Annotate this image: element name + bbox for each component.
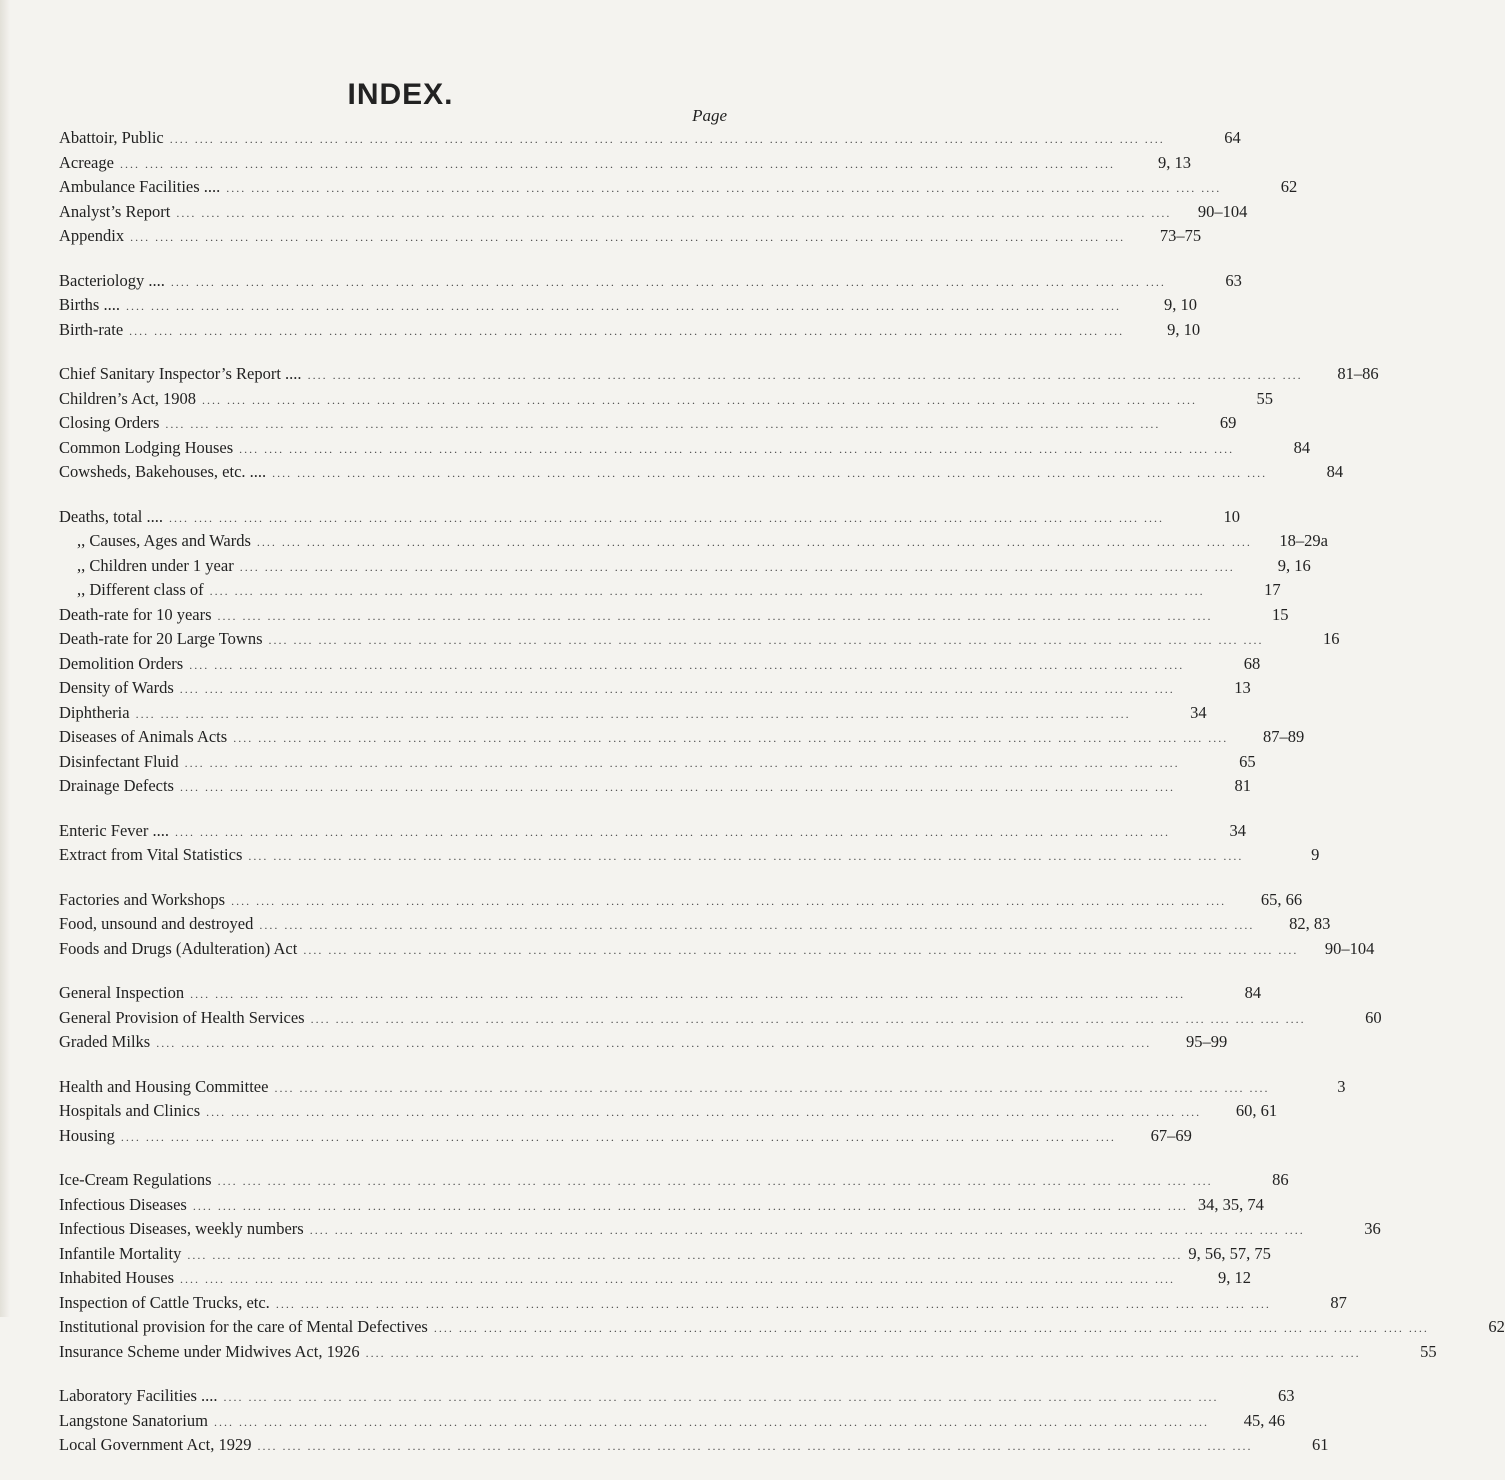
index-entry (59, 1243, 1271, 1269)
entry-page: 81–86 (1337, 364, 1379, 383)
index-entry (59, 629, 1340, 654)
entry-page: 65 (1239, 751, 1256, 771)
index-entry (59, 413, 1237, 438)
entry-label: Ambulance Facilities .... (59, 177, 221, 196)
entry-label: Food, unsound and destroyed (59, 914, 254, 933)
index-group (59, 506, 1340, 801)
page-edge-shadow (0, 0, 10, 1317)
index-entry (59, 1219, 1381, 1244)
entry-label: Diseases of Animals Acts (59, 727, 228, 746)
entry-label: Infectious Diseases, weekly numbers (59, 1219, 304, 1238)
entry-page: 9, 12 (1218, 1268, 1252, 1287)
entry-label: Graded Milks (59, 1032, 151, 1051)
index-entry (59, 1076, 1346, 1102)
leader-dots: .... .... .... .... .... .... .... .... .... .... .... .... .... .... .... .... .... .... .... .... .... .... .... .... .... .... .... .... .... .... .... .... .... .... .... .... .... .... .... .... (209, 584, 1205, 598)
entry-label: Death-rate for 20 Large Towns (59, 629, 263, 648)
leader-dots: .... .... .... .... .... .... .... .... .... .... .... .... .... .... .... .... .... .... .... .... .... .... .... .... .... .... .... .... .... .... .... .... .... .... .... .... .... .... .... .... (202, 392, 1198, 407)
entry-label: Abattoir, Public (59, 128, 164, 147)
entry-page: 18–29a (1279, 531, 1328, 550)
leader-dots: .... .... .... .... .... .... .... .... .... .... .... .... .... .... .... .... .... .... .... .... .... .... .... .... .... .... .... .... .... .... .... .... .... .... .... .... .... .... .... .... (217, 608, 1213, 623)
entry-page: 34 (1229, 820, 1246, 840)
entry-page: 34, 35, 74 (1197, 1194, 1264, 1214)
entry-label: General Provision of Health Services (59, 1007, 305, 1027)
entry-page: 9, 16 (1277, 555, 1311, 575)
leader-dots: .... .... .... .... .... .... .... .... .... .... .... .... .... .... .... .... .... .... .... .... .... .... .... .... .... .... .... .... .... .... .... .... .... .... .... .... .... .... .... .... (206, 1105, 1202, 1119)
entry-label: ,, Children under 1 year (77, 555, 234, 575)
entry-page: 64 (1224, 128, 1241, 147)
entry-label: Health and Housing Committee (59, 1076, 269, 1096)
entry-label: Hospitals and Clinics (59, 1101, 201, 1120)
entry-page: 10 (1223, 506, 1241, 526)
leader-dots: .... .... .... .... .... .... .... .... .... .... .... .... .... .... .... .... .... .... .... .... .... .... .... .... .... .... .... .... .... .... .... .... .... .... .... .... .... .... .... .... (174, 824, 1170, 839)
entry-label: Children’s Act, 1908 (59, 388, 197, 408)
leader-dots: .... .... .... .... .... .... .... .... .... .... .... .... .... .... .... .... .... .... .... .... .... .... .... .... .... .... .... .... .... .... .... .... .... .... .... .... .... .... .... .... (190, 987, 1186, 1001)
leader-dots: .... .... .... .... .... .... .... .... .... .... .... .... .... .... .... .... .... .... .... .... .... .... .... .... .... .... .... .... .... .... .... .... .... .... .... .... .... .... .... .... (303, 942, 1299, 957)
entry-page: 81 (1234, 776, 1251, 795)
index-entry (59, 128, 1241, 153)
leader-dots: .... .... .... .... .... .... .... .... .... .... .... .... .... .... .... .... .... .... .... .... .... .... .... .... .... .... .... .... .... .... .... .... .... .... .... .... .... .... .... .... (268, 633, 1264, 647)
entry-page: 87–89 (1262, 727, 1305, 746)
leader-dots: .... .... .... .... .... .... .... .... .... .... .... .... .... .... .... .... .... .... .... .... .... .... .... .... .... .... .... .... .... .... .... .... .... .... .... .... .... .... .... .... (189, 657, 1185, 672)
index-group (59, 1386, 1329, 1460)
entry-label: Appendix (59, 226, 125, 245)
leader-dots: .... .... .... .... .... .... .... .... .... .... .... .... .... .... .... .... .... .... .... .... .... .... .... .... .... .... .... .... .... .... .... .... .... .... .... .... .... .... .... .... (239, 441, 1235, 456)
index-group (59, 1170, 1505, 1366)
index-group (59, 889, 1375, 964)
leader-dots: .... .... .... .... .... .... .... .... .... .... .... .... .... .... .... .... .... .... .... .... .... .... .... .... .... .... .... .... .... .... .... .... .... .... .... .... .... .... .... .... (257, 1439, 1253, 1453)
entry-label: Housing (59, 1125, 115, 1145)
index-group (59, 1076, 1346, 1151)
index-entry (59, 678, 1251, 703)
index-entry (59, 152, 1191, 178)
index-group (59, 820, 1320, 870)
entry-label: Cowsheds, Bakehouses, etc. .... (59, 462, 267, 481)
entry-page: 84 (1293, 437, 1311, 457)
entry-label: Acreage (59, 152, 114, 172)
index-entry (59, 751, 1256, 777)
index-entry (59, 1170, 1289, 1195)
leader-dots: .... .... .... .... .... .... .... .... .... .... .... .... .... .... .... .... .... .... .... .... .... .... .... .... .... .... .... .... .... .... .... .... .... .... .... .... .... .... .... .... (256, 535, 1252, 549)
index-entry (59, 653, 1261, 679)
entry-page: 36 (1364, 1219, 1381, 1238)
leader-dots: .... .... .... .... .... .... .... .... .... .... .... .... .... .... .... .... .... .... .... .... .... .... .... .... .... .... .... .... .... .... .... .... .... .... .... .... .... .... .... .... (119, 156, 1115, 171)
leader-dots: .... .... .... .... .... .... .... .... .... .... .... .... .... .... .... .... .... .... .... .... .... .... .... .... .... .... .... .... .... .... .... .... .... .... .... .... .... .... .... .... (259, 918, 1255, 932)
entry-label: Foods and Drugs (Adulteration) Act (59, 938, 298, 958)
entry-label: Bacteriology .... (59, 270, 165, 290)
entry-page: 69 (1219, 413, 1237, 432)
leader-dots: .... .... .... .... .... .... .... .... .... .... .... .... .... .... .... .... .... .... .... .... .... .... .... .... .... .... .... .... .... .... .... .... .... .... .... .... .... .... .... .... (275, 1296, 1271, 1311)
leader-dots: .... .... .... .... .... .... .... .... .... .... .... .... .... .... .... .... .... .... .... .... .... .... .... .... .... .... .... .... .... .... .... .... .... .... .... .... .... .... .... .... (135, 706, 1131, 721)
leader-dots: .... .... .... .... .... .... .... .... .... .... .... .... .... .... .... .... .... .... .... .... .... .... .... .... .... .... .... .... .... .... .... .... .... .... .... .... .... .... .... .... (274, 1080, 1270, 1095)
index-title: INDEX. (347, 78, 454, 111)
leader-dots: .... .... .... .... .... .... .... .... .... .... .... .... .... .... .... .... .... .... .... .... .... .... .... .... .... .... .... .... .... .... .... .... .... .... .... .... .... .... .... .... (309, 1223, 1305, 1237)
leader-dots: .... .... .... .... .... .... .... .... .... .... .... .... .... .... .... .... .... .... .... .... .... .... .... .... .... .... .... .... .... .... .... .... .... .... .... .... .... .... .... .... (217, 1174, 1213, 1188)
index-entry (59, 1317, 1505, 1342)
entry-page: 9, 10 (1167, 319, 1201, 339)
entry-page: 61 (1311, 1435, 1329, 1454)
entry-label: Density of Wards (59, 678, 174, 697)
index-entry (59, 270, 1242, 296)
index-entry (59, 1101, 1278, 1126)
leader-dots: .... .... .... .... .... .... .... .... .... .... .... .... .... .... .... .... .... .... .... .... .... .... .... .... .... .... .... .... .... .... .... .... .... .... .... .... .... .... .... .... (187, 1247, 1183, 1262)
index-entry (59, 1410, 1285, 1436)
entry-label: Demolition Orders (59, 653, 184, 673)
entry-label: Institutional provision for the care of Mental Defectives (59, 1317, 428, 1336)
entry-label: Enteric Fever .... (59, 820, 169, 840)
leader-dots: .... .... .... .... .... .... .... .... .... .... .... .... .... .... .... .... .... .... .... .... .... .... .... .... .... .... .... .... .... .... .... .... .... .... .... .... .... .... .... .... (125, 299, 1121, 313)
entry-page: 68 (1243, 653, 1261, 673)
entry-label: Extract from Vital Statistics (59, 845, 243, 864)
entry-label: Factories and Workshops (59, 889, 226, 909)
entry-page: 60 (1365, 1007, 1382, 1027)
entry-page: 55 (1256, 388, 1274, 408)
leader-dots: .... .... .... .... .... .... .... .... .... .... .... .... .... .... .... .... .... .... .... .... .... .... .... .... .... .... .... .... .... .... .... .... .... .... .... .... .... .... .... .... (156, 1036, 1152, 1050)
index-entry (59, 1341, 1437, 1367)
index-entry (59, 983, 1262, 1008)
index-entry (59, 506, 1241, 532)
entry-page: 84 (1326, 462, 1344, 481)
entry-page: 95–99 (1185, 1032, 1228, 1051)
leader-dots: .... .... .... .... .... .... .... .... .... .... .... .... .... .... .... .... .... .... .... .... .... .... .... .... .... .... .... .... .... .... .... .... .... .... .... .... .... .... .... .... (129, 323, 1125, 338)
index-entry (59, 727, 1305, 752)
entry-page: 34 (1190, 702, 1207, 722)
leader-dots: .... .... .... .... .... .... .... .... .... .... .... .... .... .... .... .... .... .... .... .... .... .... .... .... .... .... .... .... .... .... .... .... .... .... .... .... .... .... .... .... (310, 1011, 1306, 1026)
index-entry (59, 388, 1274, 414)
entry-page: 16 (1323, 629, 1340, 648)
entry-page: 82, 83 (1289, 914, 1331, 933)
index-entry (59, 531, 1328, 556)
entry-label: Closing Orders (59, 413, 160, 432)
entry-page: 13 (1234, 678, 1251, 697)
index-entry (59, 1007, 1382, 1033)
index-entry (59, 226, 1202, 251)
index-group (59, 128, 1298, 251)
entry-label: Laboratory Facilities .... (59, 1386, 218, 1405)
index-entry (59, 820, 1246, 846)
leader-dots: .... .... .... .... .... .... .... .... .... .... .... .... .... .... .... .... .... .... .... .... .... .... .... .... .... .... .... .... .... .... .... .... .... .... .... .... .... .... .... .... (223, 1390, 1219, 1404)
entry-label: Inhabited Houses (59, 1268, 175, 1287)
leader-dots: .... .... .... .... .... .... .... .... .... .... .... .... .... .... .... .... .... .... .... .... .... .... .... .... .... .... .... .... .... .... .... .... .... .... .... .... .... .... .... .... (169, 132, 1165, 146)
entry-label: ,, Causes, Ages and Wards (77, 531, 251, 550)
index-entry (59, 1032, 1228, 1057)
index-entry (59, 938, 1375, 964)
leader-dots: .... .... .... .... .... .... .... .... .... .... .... .... .... .... .... .... .... .... .... .... .... .... .... .... .... .... .... .... .... .... .... .... .... .... .... .... .... .... .... .... (233, 731, 1229, 745)
entry-label: General Inspection (59, 983, 185, 1002)
index-entry (59, 1125, 1192, 1151)
leader-dots: .... .... .... .... .... .... .... .... .... .... .... .... .... .... .... .... .... .... .... .... .... .... .... .... .... .... .... .... .... .... .... .... .... .... .... .... .... .... .... .... (165, 417, 1161, 431)
entry-page: 9, 10 (1163, 295, 1197, 314)
entry-label: Langstone Sanatorium (59, 1410, 208, 1430)
index-entry (59, 914, 1331, 939)
entry-page: 87 (1330, 1292, 1347, 1312)
entry-label: Local Government Act, 1929 (59, 1435, 252, 1454)
leader-dots: .... .... .... .... .... .... .... .... .... .... .... .... .... .... .... .... .... .... .... .... .... .... .... .... .... .... .... .... .... .... .... .... .... .... .... .... .... .... .... .... (231, 893, 1227, 908)
index-entry (59, 889, 1303, 915)
entry-label: Chief Sanitary Inspector’s Report .... (59, 364, 302, 383)
entry-page: 90–104 (1197, 201, 1248, 221)
leader-dots: .... .... .... .... .... .... .... .... .... .... .... .... .... .... .... .... .... .... .... .... .... .... .... .... .... .... .... .... .... .... .... .... .... .... .... .... .... .... .... .... (120, 1129, 1116, 1144)
index-entry (59, 177, 1298, 202)
index-entry (59, 462, 1344, 487)
index-entry (59, 201, 1248, 227)
entry-page: 3 (1337, 1076, 1346, 1096)
entry-page: 67–69 (1150, 1125, 1192, 1145)
entry-label: Common Lodging Houses (59, 437, 234, 457)
entry-page: 65, 66 (1260, 889, 1303, 909)
entry-label: Death-rate for 10 years (59, 604, 212, 624)
entry-page: 9 (1311, 845, 1320, 864)
index-entry (59, 1292, 1347, 1318)
entry-page: 17 (1264, 580, 1281, 599)
leader-dots: .... .... .... .... .... .... .... .... .... .... .... .... .... .... .... .... .... .... .... .... .... .... .... .... .... .... .... .... .... .... .... .... .... .... .... .... .... .... .... .... (226, 181, 1222, 195)
index-entries (59, 128, 1505, 1480)
entry-page: 73–75 (1159, 226, 1202, 245)
index-entry (59, 437, 1311, 463)
leader-dots: .... .... .... .... .... .... .... .... .... .... .... .... .... .... .... .... .... .... .... .... .... .... .... .... .... .... .... .... .... .... .... .... .... .... .... .... .... .... .... .... (176, 205, 1172, 220)
entry-page: 63 (1225, 270, 1242, 290)
index-group (59, 364, 1379, 487)
entry-label: Drainage Defects (59, 776, 174, 795)
index-entry (59, 845, 1320, 870)
leader-dots: .... .... .... .... .... .... .... .... .... .... .... .... .... .... .... .... .... .... .... .... .... .... .... .... .... .... .... .... .... .... .... .... .... .... .... .... .... .... .... .... (248, 849, 1244, 863)
entry-label: Births .... (59, 295, 120, 314)
index-entry (59, 1386, 1295, 1411)
entry-page: 55 (1420, 1341, 1437, 1361)
entry-page: 63 (1278, 1386, 1295, 1405)
entry-label: Disinfectant Fluid (59, 751, 179, 771)
entry-page: 60, 61 (1235, 1101, 1278, 1120)
index-entry (59, 580, 1281, 605)
leader-dots: .... .... .... .... .... .... .... .... .... .... .... .... .... .... .... .... .... .... .... .... .... .... .... .... .... .... .... .... .... .... .... .... .... .... .... .... .... .... .... .... (170, 274, 1166, 289)
index-entry (59, 1435, 1329, 1460)
index-entry (59, 776, 1251, 801)
index-entry (59, 702, 1207, 728)
leader-dots: .... .... .... .... .... .... .... .... .... .... .... .... .... .... .... .... .... .... .... .... .... .... .... .... .... .... .... .... .... .... .... .... .... .... .... .... .... .... .... .... (307, 368, 1303, 382)
leader-dots: .... .... .... .... .... .... .... .... .... .... .... .... .... .... .... .... .... .... .... .... .... .... .... .... .... .... .... .... .... .... .... .... .... .... .... .... .... .... .... .... (169, 510, 1165, 525)
entry-page: 86 (1272, 1170, 1289, 1189)
page-column-heading: Page (692, 106, 727, 125)
index-entry (59, 555, 1311, 581)
index-entry (59, 319, 1201, 345)
index-group (59, 983, 1382, 1057)
entry-label: Infectious Diseases (59, 1194, 187, 1214)
entry-label: ,, Different class of (77, 580, 204, 599)
entry-label: Diphtheria (59, 702, 130, 722)
leader-dots: .... .... .... .... .... .... .... .... .... .... .... .... .... .... .... .... .... .... .... .... .... .... .... .... .... .... .... .... .... .... .... .... .... .... .... .... .... .... .... .... (180, 1272, 1176, 1286)
index-entry (59, 1268, 1252, 1293)
leader-dots: .... .... .... .... .... .... .... .... .... .... .... .... .... .... .... .... .... .... .... .... .... .... .... .... .... .... .... .... .... .... .... .... .... .... .... .... .... .... .... .... (239, 559, 1235, 574)
entry-label: Analyst’s Report (59, 201, 171, 221)
entry-label: Deaths, total .... (59, 506, 164, 526)
leader-dots: .... .... .... .... .... .... .... .... .... .... .... .... .... .... .... .... .... .... .... .... .... .... .... .... .... .... .... .... .... .... .... .... .... .... .... .... .... .... .... .... (365, 1345, 1361, 1360)
leader-dots: .... .... .... .... .... .... .... .... .... .... .... .... .... .... .... .... .... .... .... .... .... .... .... .... .... .... .... .... .... .... .... .... .... .... .... .... .... .... .... .... (130, 230, 1126, 244)
entry-page: 45, 46 (1243, 1410, 1285, 1430)
leader-dots: .... .... .... .... .... .... .... .... .... .... .... .... .... .... .... .... .... .... .... .... .... .... .... .... .... .... .... .... .... .... .... .... .... .... .... .... .... .... .... .... (192, 1198, 1188, 1213)
entry-page: 62 (1280, 177, 1298, 196)
index-entry (59, 364, 1379, 389)
entry-label: Birth-rate (59, 319, 124, 339)
leader-dots: .... .... .... .... .... .... .... .... .... .... .... .... .... .... .... .... .... .... .... .... .... .... .... .... .... .... .... .... .... .... .... .... .... .... .... .... .... .... .... .... (213, 1414, 1209, 1429)
entry-label: Ice-Cream Regulations (59, 1170, 212, 1189)
index-entry (59, 1194, 1264, 1220)
index-group (59, 270, 1242, 345)
entry-page: 15 (1272, 604, 1289, 624)
leader-dots: .... .... .... .... .... .... .... .... .... .... .... .... .... .... .... .... .... .... .... .... .... .... .... .... .... .... .... .... .... .... .... .... .... .... .... .... .... .... .... .... (272, 466, 1268, 480)
leader-dots: .... .... .... .... .... .... .... .... .... .... .... .... .... .... .... .... .... .... .... .... .... .... .... .... .... .... .... .... .... .... .... .... .... .... .... .... .... .... .... .... (184, 755, 1180, 770)
leader-dots: .... .... .... .... .... .... .... .... .... .... .... .... .... .... .... .... .... .... .... .... .... .... .... .... .... .... .... .... .... .... .... .... .... .... .... .... .... .... .... .... (433, 1321, 1429, 1335)
entry-page: 9, 13 (1157, 152, 1191, 172)
index-entry (59, 604, 1289, 630)
entry-page: 9, 56, 57, 75 (1188, 1243, 1271, 1263)
leader-dots: .... .... .... .... .... .... .... .... .... .... .... .... .... .... .... .... .... .... .... .... .... .... .... .... .... .... .... .... .... .... .... .... .... .... .... .... .... .... .... .... (179, 780, 1175, 794)
entry-label: Inspection of Cattle Trucks, etc. (59, 1292, 270, 1312)
entry-page: 84 (1244, 983, 1262, 1002)
entry-label: Insurance Scheme under Midwives Act, 1926 (59, 1341, 360, 1361)
entry-page: 62 (1488, 1317, 1505, 1336)
index-entry (59, 295, 1197, 320)
entry-page: 90–104 (1324, 938, 1375, 958)
leader-dots: .... .... .... .... .... .... .... .... .... .... .... .... .... .... .... .... .... .... .... .... .... .... .... .... .... .... .... .... .... .... .... .... .... .... .... .... .... .... .... .... (179, 682, 1175, 696)
entry-label: Infantile Mortality (59, 1243, 182, 1263)
